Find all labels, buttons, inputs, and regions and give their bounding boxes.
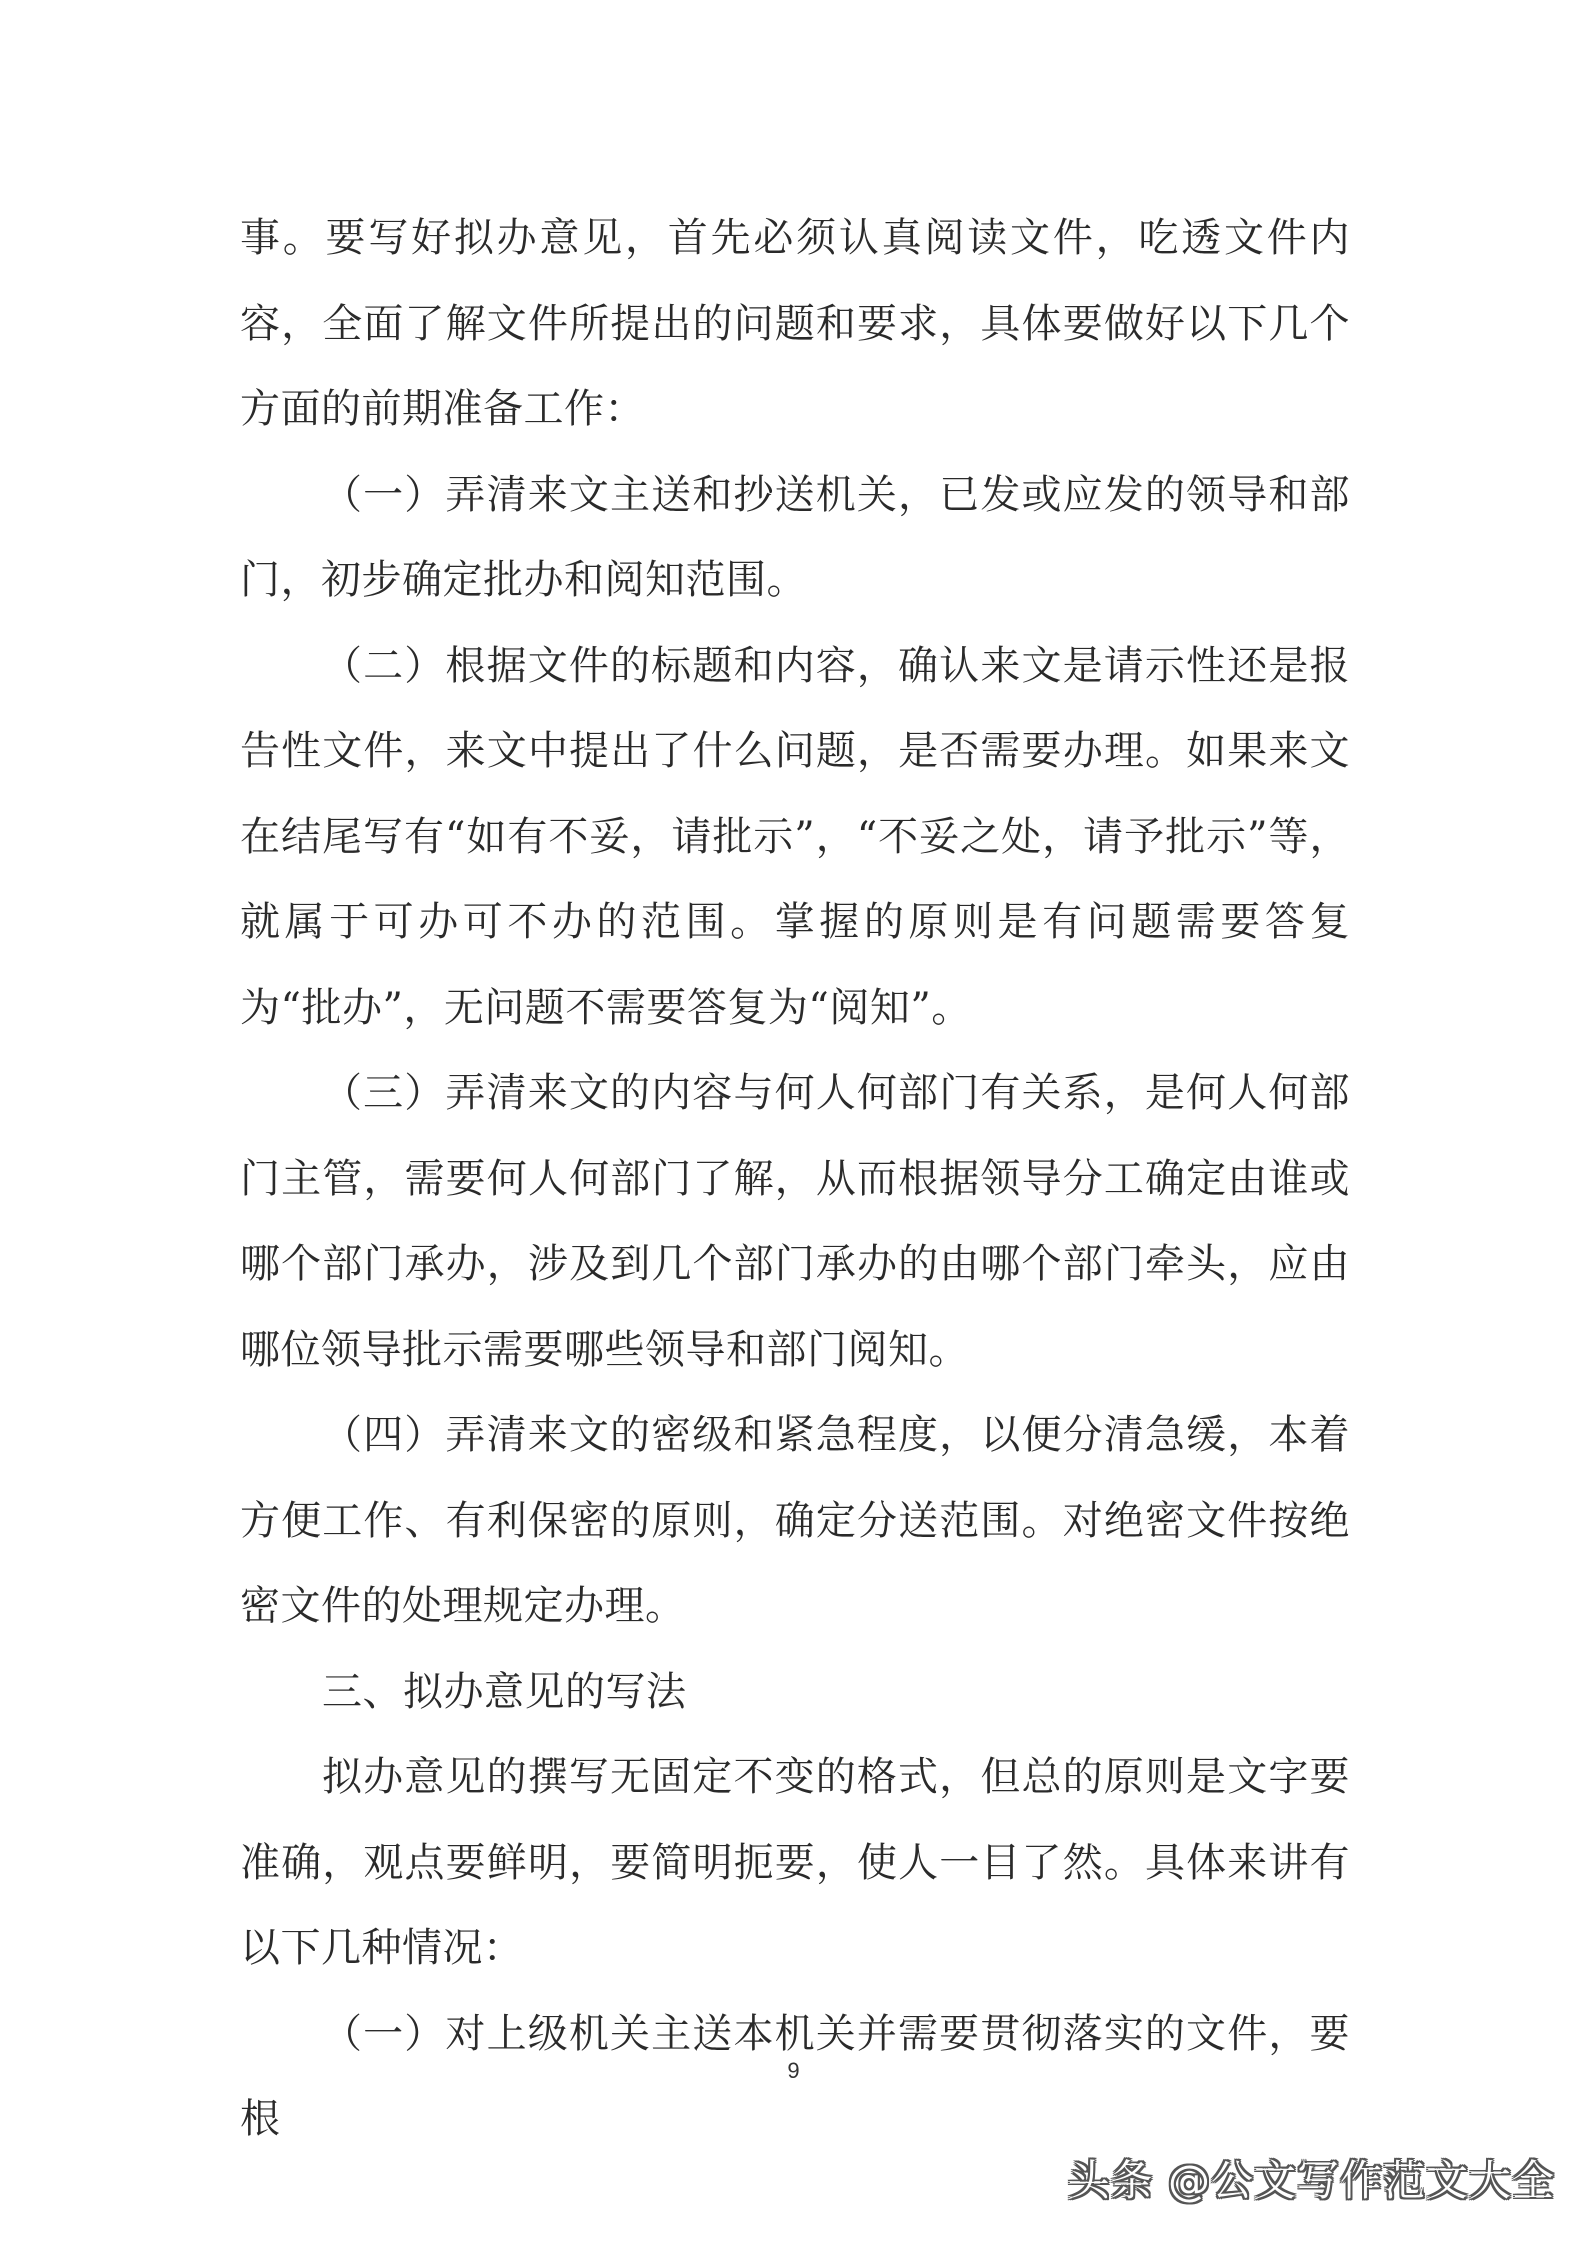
paragraph-8: （一）对上级机关主送本机关并需要贯彻落实的文件，要根 (240, 2010, 1350, 2142)
page-number: 9 (787, 2058, 800, 2083)
paragraph-2: （一）弄清来文主送和抄送机关，已发或应发的领导和部门，初步确定批办和阅知范围。 (240, 471, 1350, 603)
body-text (240, 196, 1350, 2163)
paragraph-3: （二）根据文件的标题和内容，确认来文是请示性还是报告性文件，来文中提出了什么问题，是否需要办理。如果来文在结尾写有“如有不妥，请批示”，“不妥之处，请予批示”等，就属于可办可不办的范围。掌握的原则是有问题需要答复为“批办”，无问题不需要答复为“阅知”。 (240, 642, 1350, 1031)
watermark: 头条 @公文写作范文大全 (1067, 2156, 1555, 2205)
paragraph-1: 事。要写好拟办意见，首先必须认真阅读文件，吃透文件内容，全面了解文件所提出的问题和要求，具体要做好以下几个方面的前期准备工作： (240, 215, 1350, 432)
paragraph-7: 拟办意见的撰写无固定不变的格式，但总的原则是文字要准确，观点要鲜明，要简明扼要，使人一目了然。具体来讲有以下几种情况： (240, 1754, 1350, 1971)
paragraph-5: （四）弄清来文的密级和紧急程度，以便分清急缓，本着方便工作、有利保密的原则，确定分送范围。对绝密文件按绝密文件的处理规定办理。 (240, 1412, 1350, 1629)
paragraph-4: （三）弄清来文的内容与何人何部门有关系，是何人何部门主管，需要何人何部门了解，从而根据领导分工确定由谁或哪个部门承办，涉及到几个部门承办的由哪个部门牵头，应由哪位领导批示需要哪些领导和部门阅知。 (240, 1070, 1350, 1373)
section-heading: 三、拟办意见的写法 (322, 1668, 687, 1715)
